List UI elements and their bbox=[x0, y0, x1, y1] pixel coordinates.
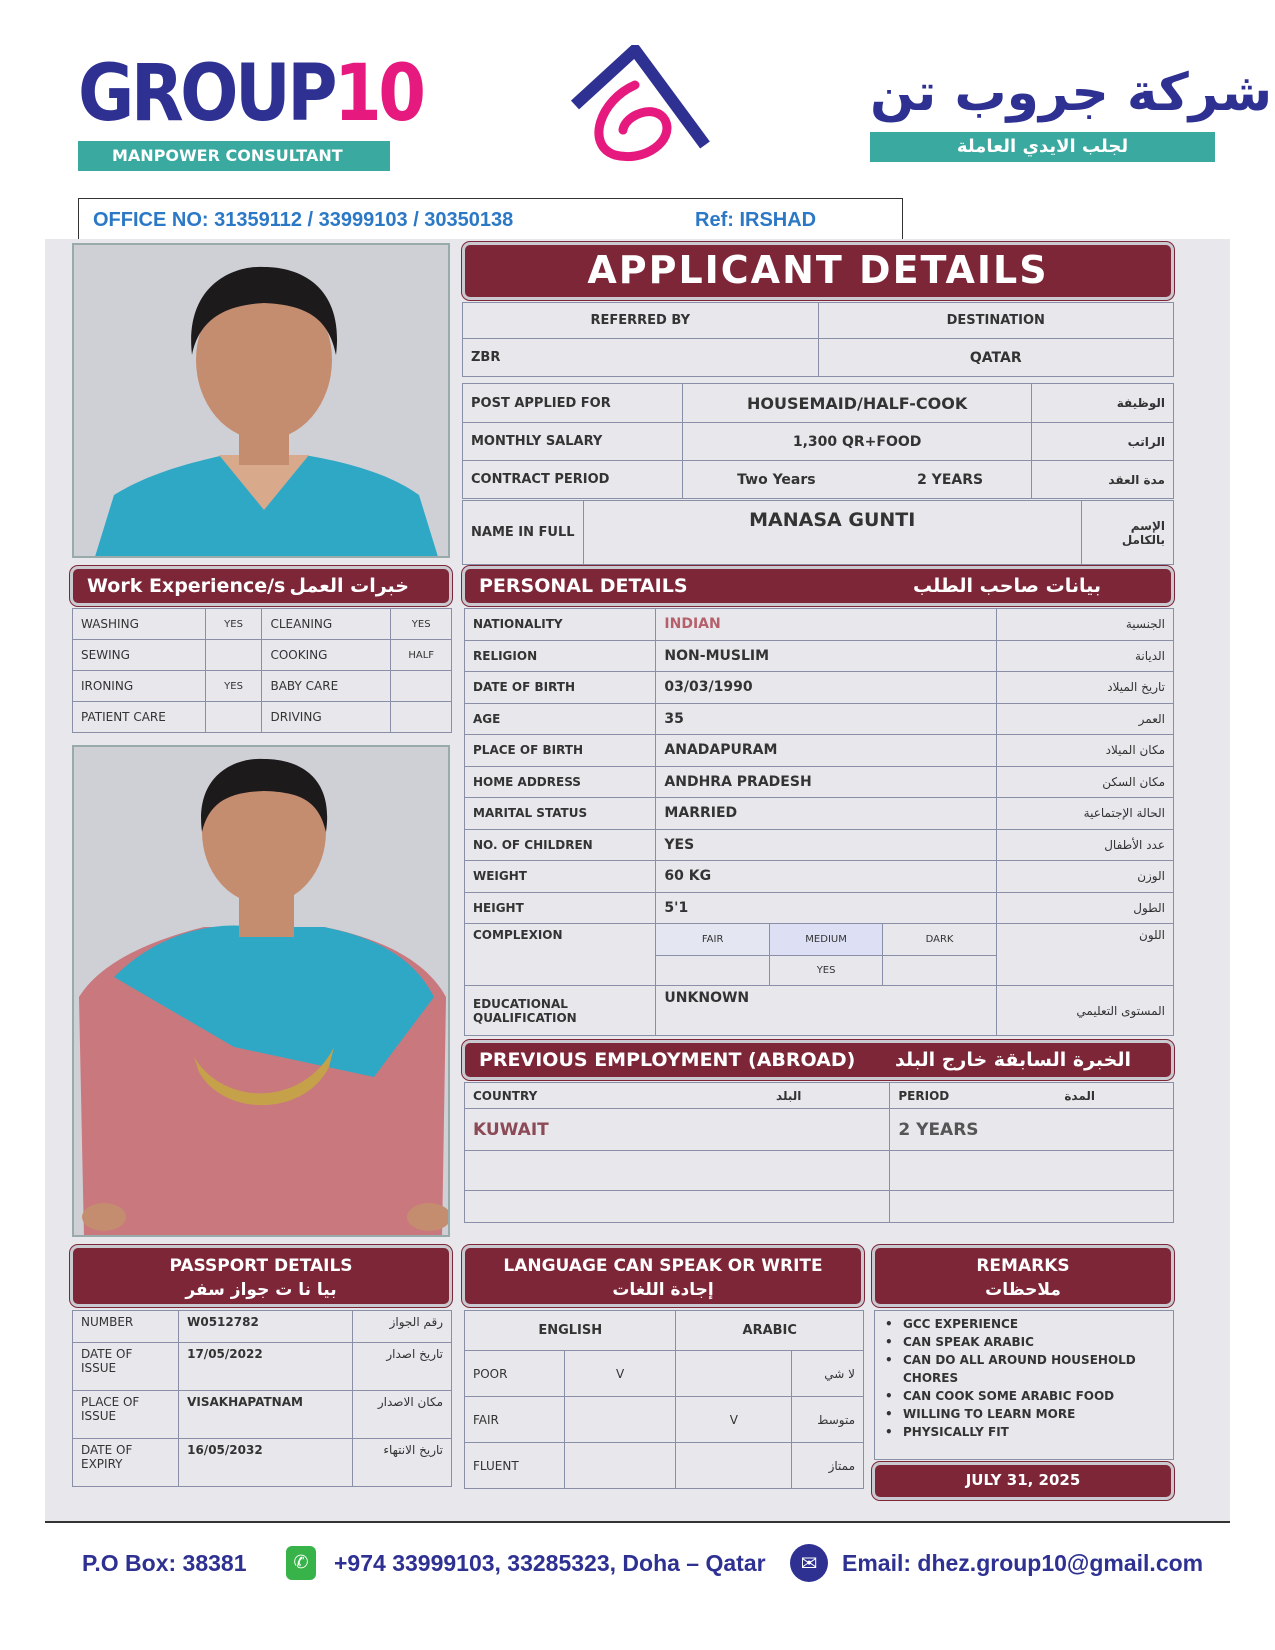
applicant-portrait-photo bbox=[72, 243, 450, 558]
passport-value: W0512782 bbox=[179, 1311, 353, 1343]
name-label: NAME IN FULL bbox=[463, 501, 584, 565]
remark-item bbox=[885, 1405, 1167, 1423]
personal-row bbox=[465, 609, 1174, 641]
bullet-icon: • bbox=[885, 1317, 893, 1331]
complexion-label: COMPLEXION bbox=[465, 924, 656, 986]
arabic-company-name: شركة جروب تن bbox=[870, 63, 1273, 123]
passport-label: NUMBER bbox=[73, 1311, 179, 1343]
work-skill-value bbox=[205, 702, 262, 733]
personal-value: YES bbox=[656, 829, 996, 861]
work-row bbox=[73, 702, 452, 733]
language-title: LANGUAGE CAN SPEAK OR WRITE bbox=[503, 1256, 823, 1276]
language-level-label: POOR bbox=[465, 1351, 565, 1397]
passport-title: PASSPORT DETAILS bbox=[169, 1256, 353, 1276]
remark-text: WILLING TO LEARN MORE bbox=[903, 1407, 1076, 1421]
center-emblem-icon bbox=[565, 45, 715, 169]
personal-row bbox=[465, 672, 1174, 704]
english-label: ENGLISH bbox=[465, 1311, 676, 1351]
personal-row bbox=[465, 640, 1174, 672]
full-name-value: MANASA GUNTI bbox=[583, 501, 1081, 565]
english-mark bbox=[564, 1397, 676, 1443]
personal-label: RELIGION bbox=[465, 640, 656, 672]
work-skill-label: COOKING bbox=[262, 640, 391, 671]
personal-label: HOME ADDRESS bbox=[465, 766, 656, 798]
remarks-title: REMARKS bbox=[976, 1256, 1070, 1276]
education-value: UNKNOWN bbox=[656, 986, 996, 1036]
personal-value: 5'1 bbox=[656, 892, 996, 924]
post-label-ar: الوظيفة bbox=[1031, 384, 1173, 423]
personal-row bbox=[465, 829, 1174, 861]
personal-label: MARITAL STATUS bbox=[465, 798, 656, 830]
language-level-label: FLUENT bbox=[465, 1443, 565, 1489]
work-row bbox=[73, 671, 452, 702]
period-label: PERIOD المدة bbox=[890, 1083, 1174, 1109]
passport-label-ar: تاريخ الانتهاء bbox=[353, 1439, 452, 1487]
salary-value: 1,300 QR+FOOD bbox=[683, 423, 1031, 461]
work-skill-label: SEWING bbox=[73, 640, 206, 671]
language-header bbox=[462, 1245, 864, 1307]
personal-label: PLACE OF BIRTH bbox=[465, 735, 656, 767]
personal-label-ar: عدد الأطفال bbox=[996, 829, 1173, 861]
destination-label: DESTINATION bbox=[818, 303, 1174, 339]
previous-period-value: 2 YEARS bbox=[890, 1109, 1174, 1151]
footer-divider bbox=[45, 1521, 1230, 1523]
previous-employment-table bbox=[464, 1082, 1174, 1223]
work-skill-value: YES bbox=[391, 609, 452, 640]
work-experience-title-ar: خبرات العمل bbox=[289, 575, 409, 597]
work-skill-value: YES bbox=[205, 671, 262, 702]
work-experience-table bbox=[72, 608, 452, 733]
remark-text: PHYSICALLY FIT bbox=[903, 1425, 1009, 1439]
work-skill-label: PATIENT CARE bbox=[73, 702, 206, 733]
personal-label-ar: مكان الميلاد bbox=[996, 735, 1173, 767]
name-table bbox=[462, 500, 1174, 565]
complexion-mark: YES bbox=[769, 956, 882, 986]
passport-row bbox=[73, 1439, 452, 1487]
personal-details-table bbox=[464, 608, 1174, 1036]
logo-main-text: GROUP bbox=[78, 49, 334, 139]
passport-title-ar: بيا نا ت جواز سفر bbox=[185, 1280, 337, 1300]
personal-value: 35 bbox=[656, 703, 996, 735]
language-row bbox=[465, 1443, 864, 1489]
work-experience-header bbox=[70, 566, 452, 606]
arabic-company-subtitle: لجلب الايدي العاملة bbox=[870, 132, 1215, 162]
email-icon: ✉ bbox=[790, 1544, 828, 1582]
whatsapp-icon: ✆ bbox=[286, 1546, 316, 1580]
personal-row bbox=[465, 735, 1174, 767]
remarks-title-ar: ملاحظات bbox=[985, 1280, 1061, 1300]
personal-value: ANADAPURAM bbox=[656, 735, 996, 767]
passport-value: VISAKHAPATNAM bbox=[179, 1391, 353, 1439]
salary-label-ar: الراتب bbox=[1031, 423, 1173, 461]
language-level-label-ar: لا شي bbox=[792, 1351, 864, 1397]
remarks-date: JULY 31, 2025 bbox=[872, 1462, 1174, 1500]
personal-label: DATE OF BIRTH bbox=[465, 672, 656, 704]
education-label: EDUCATIONAL QUALIFICATION bbox=[465, 986, 656, 1036]
english-mark bbox=[564, 1443, 676, 1489]
name-label-ar: الإسم بالكامل bbox=[1081, 501, 1173, 565]
passport-label: DATE OF EXPIRY bbox=[73, 1439, 179, 1487]
personal-row bbox=[465, 703, 1174, 735]
personal-value: 60 KG bbox=[656, 861, 996, 893]
group10-logo bbox=[78, 49, 423, 171]
personal-label-ar: العمر bbox=[996, 703, 1173, 735]
contract-value-words: Two Years bbox=[683, 461, 869, 499]
passport-row bbox=[73, 1311, 452, 1343]
bullet-icon: • bbox=[885, 1353, 893, 1367]
remarks-list bbox=[874, 1310, 1174, 1460]
work-skill-value: YES bbox=[205, 609, 262, 640]
language-level-label-ar: متوسط bbox=[792, 1397, 864, 1443]
work-skill-label: IRONING bbox=[73, 671, 206, 702]
work-row bbox=[73, 609, 452, 640]
office-numbers: OFFICE NO: 31359112 / 33999103 / 30350138 bbox=[93, 209, 514, 231]
personal-row bbox=[465, 798, 1174, 830]
salary-label: MONTHLY SALARY bbox=[463, 423, 683, 461]
language-title-ar: إجادة اللغات bbox=[612, 1280, 714, 1300]
personal-value: NON-MUSLIM bbox=[656, 640, 996, 672]
language-level-label-ar: ممتاز bbox=[792, 1443, 864, 1489]
remark-text: GCC EXPERIENCE bbox=[903, 1317, 1019, 1331]
contract-value: 2 YEARS bbox=[869, 461, 1031, 499]
footer-phone: +974 33999103, 33285323, Doha – Qatar bbox=[334, 1550, 766, 1576]
personal-label-ar: الوزن bbox=[996, 861, 1173, 893]
language-table bbox=[464, 1310, 864, 1489]
referral-table bbox=[462, 302, 1174, 377]
arabic-logo bbox=[870, 62, 1273, 162]
work-experience-title: Work Experience/s bbox=[87, 575, 286, 597]
job-table bbox=[462, 383, 1174, 499]
passport-label: DATE OF ISSUE bbox=[73, 1343, 179, 1391]
passport-label-ar: مكان الاصدار bbox=[353, 1391, 452, 1439]
applicant-full-photo bbox=[72, 745, 450, 1237]
arabic-label: ARABIC bbox=[676, 1311, 864, 1351]
logo-subtitle: MANPOWER CONSULTANT bbox=[78, 141, 390, 171]
remark-item bbox=[885, 1333, 1167, 1351]
passport-details-header bbox=[70, 1245, 452, 1307]
contract-label: CONTRACT PERIOD bbox=[463, 461, 683, 499]
passport-label: PLACE OF ISSUE bbox=[73, 1391, 179, 1439]
personal-details-title: PERSONAL DETAILS bbox=[479, 575, 688, 597]
personal-value: INDIAN bbox=[656, 609, 996, 641]
remark-text: CAN SPEAK ARABIC bbox=[903, 1335, 1034, 1349]
referred-by-label: REFERRED BY bbox=[463, 303, 819, 339]
office-info-box bbox=[78, 198, 903, 240]
work-skill-value: HALF bbox=[391, 640, 452, 671]
personal-label: HEIGHT bbox=[465, 892, 656, 924]
remark-item bbox=[885, 1351, 1167, 1387]
remarks-header bbox=[872, 1245, 1174, 1307]
personal-label: NO. OF CHILDREN bbox=[465, 829, 656, 861]
complexion-fair: FAIR bbox=[656, 924, 769, 956]
work-row bbox=[73, 640, 452, 671]
personal-label-ar: تاريخ الميلاد bbox=[996, 672, 1173, 704]
remark-text: CAN DO ALL AROUND HOUSEHOLD CHORES bbox=[903, 1353, 1136, 1385]
country-label-ar: البلد bbox=[776, 1088, 802, 1103]
passport-value: 16/05/2032 bbox=[179, 1439, 353, 1487]
personal-label: NATIONALITY bbox=[465, 609, 656, 641]
personal-label-ar: مكان السكن bbox=[996, 766, 1173, 798]
remark-item bbox=[885, 1387, 1167, 1405]
contract-label-ar: مدة العقد bbox=[1031, 461, 1173, 499]
previous-employment-header bbox=[462, 1040, 1174, 1080]
personal-label: AGE bbox=[465, 703, 656, 735]
previous-employment-title-ar: الخبرة السابقة خارج البلد bbox=[894, 1049, 1131, 1071]
remark-text: CAN COOK SOME ARABIC FOOD bbox=[903, 1389, 1115, 1403]
personal-label: WEIGHT bbox=[465, 861, 656, 893]
personal-row bbox=[465, 861, 1174, 893]
complexion-medium: MEDIUM bbox=[769, 924, 882, 956]
bullet-icon: • bbox=[885, 1389, 893, 1403]
referred-by-value: ZBR bbox=[463, 339, 819, 377]
language-row bbox=[465, 1351, 864, 1397]
english-mark: V bbox=[564, 1351, 676, 1397]
country-label: COUNTRY البلد bbox=[465, 1083, 890, 1109]
work-skill-label: DRIVING bbox=[262, 702, 391, 733]
complexion-label-ar: اللون bbox=[996, 924, 1173, 986]
personal-value: 03/03/1990 bbox=[656, 672, 996, 704]
work-skill-label: WASHING bbox=[73, 609, 206, 640]
passport-table bbox=[72, 1310, 452, 1487]
work-skill-value bbox=[391, 671, 452, 702]
passport-label-ar: تاريخ اصدار bbox=[353, 1343, 452, 1391]
remark-item bbox=[885, 1423, 1167, 1441]
destination-value: QATAR bbox=[818, 339, 1174, 377]
personal-label-ar: الديانة bbox=[996, 640, 1173, 672]
language-row bbox=[465, 1397, 864, 1443]
education-label-ar: المستوى التعليمي bbox=[996, 986, 1173, 1036]
passport-value: 17/05/2022 bbox=[179, 1343, 353, 1391]
personal-label-ar: الطول bbox=[996, 892, 1173, 924]
personal-row bbox=[465, 892, 1174, 924]
language-level-label: FAIR bbox=[465, 1397, 565, 1443]
arabic-mark bbox=[676, 1443, 792, 1489]
personal-details-header bbox=[462, 566, 1174, 606]
arabic-mark bbox=[676, 1351, 792, 1397]
personal-label-ar: الجنسية bbox=[996, 609, 1173, 641]
footer-pobox: P.O Box: 38381 bbox=[82, 1550, 247, 1576]
post-value: HOUSEMAID/HALF-COOK bbox=[683, 384, 1031, 423]
personal-value: ANDHRA PRADESH bbox=[656, 766, 996, 798]
remark-item bbox=[885, 1315, 1167, 1333]
personal-row bbox=[465, 766, 1174, 798]
previous-country-value: KUWAIT bbox=[465, 1109, 890, 1151]
reference: Ref: IRSHAD bbox=[695, 209, 817, 231]
period-label-ar: المدة bbox=[1064, 1088, 1095, 1103]
bullet-icon: • bbox=[885, 1425, 893, 1439]
work-skill-value bbox=[205, 640, 262, 671]
personal-value: MARRIED bbox=[656, 798, 996, 830]
passport-row bbox=[73, 1391, 452, 1439]
bullet-icon: • bbox=[885, 1407, 893, 1421]
passport-label-ar: رقم الجواز bbox=[353, 1311, 452, 1343]
work-skill-label: CLEANING bbox=[262, 609, 391, 640]
applicant-details-title: APPLICANT DETAILS bbox=[462, 242, 1174, 300]
passport-row bbox=[73, 1343, 452, 1391]
logo-number: 10 bbox=[333, 49, 423, 139]
previous-employment-title: PREVIOUS EMPLOYMENT (ABROAD) bbox=[479, 1049, 856, 1071]
complexion-dark: DARK bbox=[883, 924, 996, 956]
personal-details-title-ar: بيانات صاحب الطلب bbox=[913, 575, 1101, 597]
bullet-icon: • bbox=[885, 1335, 893, 1349]
footer-email: Email: dhez.group10@gmail.com bbox=[842, 1550, 1204, 1576]
personal-label-ar: الحالة الإجتماعية bbox=[996, 798, 1173, 830]
work-skill-label: BABY CARE bbox=[262, 671, 391, 702]
arabic-mark: V bbox=[676, 1397, 792, 1443]
work-skill-value bbox=[391, 702, 452, 733]
post-label: POST APPLIED FOR bbox=[463, 384, 683, 423]
